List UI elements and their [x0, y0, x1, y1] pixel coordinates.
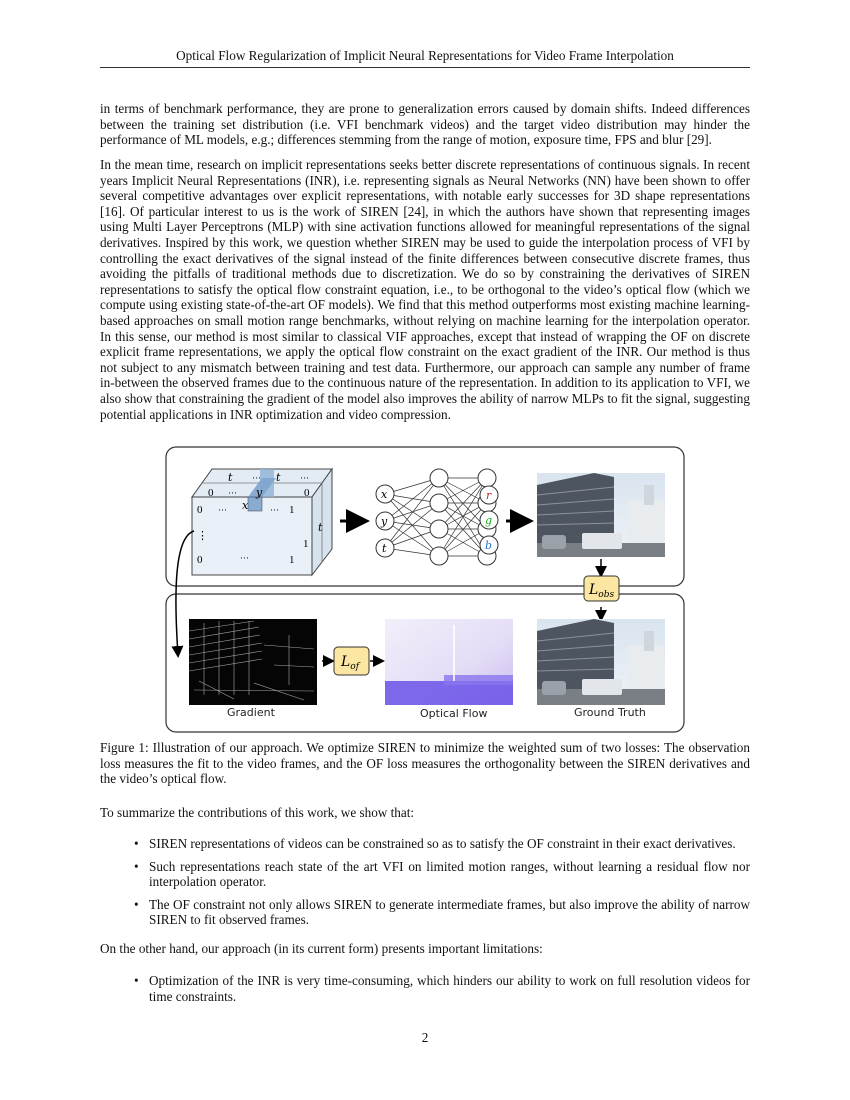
input-y: y: [381, 515, 388, 528]
cube-t-1: t: [228, 471, 233, 484]
loss-obs-symbol: $L_{obs}$: [589, 582, 615, 600]
output-b: b: [485, 539, 493, 552]
cube-one-2: 1: [303, 538, 309, 550]
cube-one-1: 1: [289, 504, 295, 516]
cube-dots-5: ···: [270, 505, 279, 515]
cube-one-3: 1: [289, 554, 295, 566]
contributions-list: [134, 836, 750, 935]
limitations-intro: On the other hand, our approach (in its current form) presents important limitations:: [100, 941, 543, 956]
cube-zero-bottom: 0: [197, 554, 203, 566]
output-g: g: [485, 514, 493, 527]
list-item: • SIREN representations of videos can be constrained so as to satisfy the OF constraint in their exact derivatives.: [134, 836, 750, 852]
cube-vdots: ⋮: [197, 530, 208, 542]
video-cube: [192, 469, 332, 575]
list-item: • Optimization of the INR is very time-consuming, which hinders our ability to work on full resolution videos for time constraints.: [134, 973, 750, 1004]
cube-dots-2: ···: [300, 473, 309, 483]
list-item: • Such representations reach state of the art VFI on limited motion ranges, without learning a residual flow nor interpolation operator.: [134, 859, 750, 890]
limitations-list: [134, 973, 750, 1011]
cube-dots-4: ···: [218, 505, 227, 515]
figure-1: [164, 445, 686, 735]
ground-truth-image: [537, 619, 665, 705]
output-r: r: [486, 489, 492, 502]
cube-zero: 0: [197, 504, 203, 516]
cube-zero-back: 0: [208, 487, 214, 499]
label-optical-flow: Optical Flow: [420, 707, 488, 720]
loss-of-symbol: $L_{of}$: [341, 654, 360, 672]
cube-dots-6: ···: [240, 553, 249, 563]
cube-t-2: t: [276, 471, 281, 484]
figure-caption: Figure 1: Illustration of our approach. We optimize SIREN to minimize the weighted sum of two losses: The observation loss measures the fit to the video frames, and the OF loss measures the orthogonality between the SIREN derivatives and the video’s optical flow.: [100, 740, 750, 787]
cube-y-back: y: [256, 486, 263, 499]
label-gradient: Gradient: [227, 706, 275, 719]
reconstructed-frame-image: [537, 473, 665, 557]
label-ground-truth: Ground Truth: [574, 706, 646, 719]
cube-zero-back-2: 0: [304, 487, 310, 499]
optical-flow-image: [385, 619, 513, 705]
cube-dots-3: ···: [228, 488, 237, 498]
cube-x: x: [242, 499, 249, 512]
running-header: Optical Flow Regularization of Implicit Neural Representations for Video Frame Interpolation: [100, 48, 750, 68]
page-number: 2: [421, 1030, 429, 1045]
input-t: t: [382, 542, 387, 555]
list-item: • The OF constraint not only allows SIREN to generate intermediate frames, but also improve the ability of narrow SIREN to fit observed frames.: [134, 897, 750, 928]
input-x: x: [381, 488, 388, 501]
paragraph-intro: in terms of benchmark performance, they are prone to generalization errors caused by domain shifts. Indeed differences between the training set distribution (i.e. VFI benchmark videos) and the target video distribution may hinder the performance of ML models, e.g.; differences stemming from the range of motion, exposure time, FPS and blur [29].: [100, 101, 750, 148]
paragraph-inr: In the mean time, research on implicit representations seeks better discrete representations of continuous signals. In recent years Implicit Neural Representations (INR), i.e. representing signals as Neural Networks (NN) have been shown to offer several competitive advantages over explicit representations, with notable early successes for 3D shape representations [16]. Of particular interest to us is the work of SIREN [24], in which the authors have shown that representing images using Multi Layer Perceptrons (MLP) with sine activation functions allowed for meaningful representations of the signal derivatives. Inspired by this work, we question whether SIREN may be used to guide the interpolation process of VFI by controlling the exact derivatives of the signal instead of the finite differences between consecutive discrete frames, thus avoiding the pitfalls of traditional methods due to discretization. We do so by constraining the derivatives of SIREN representations to satisfy the optical flow constraint equation, i.e., to be orthogonal to the video’s optical flow (which we compute using existing state-of-the-art OF models). We find that this method outperforms most existing machine learning-based approaches on small motion range benchmarks, without relying on machine learning for the interpolation operator. In this sense, our method is most similar to classical VIF approaches, except that instead of wrapping the OF on discrete explicit frame representations, we apply the optical flow constraint on the exact gradient of the INR. Our method is thus not subject to any mismatch between training and test data. Furthermore, our approach can sample any number of frame in-between the observed frames due to the continuous nature of the representation. In addition to its application to VFI, we also show that constraining the gradient of the model also improves the ability of narrow MLPs to fit the signal, suggesting potential applications in INR optimization and video compression.: [100, 157, 750, 422]
gradient-image: [189, 619, 317, 705]
summary-intro: To summarize the contributions of this work, we show that:: [100, 805, 415, 820]
cube-t-side: t: [318, 521, 323, 534]
cube-dots-1: ···: [252, 473, 261, 483]
